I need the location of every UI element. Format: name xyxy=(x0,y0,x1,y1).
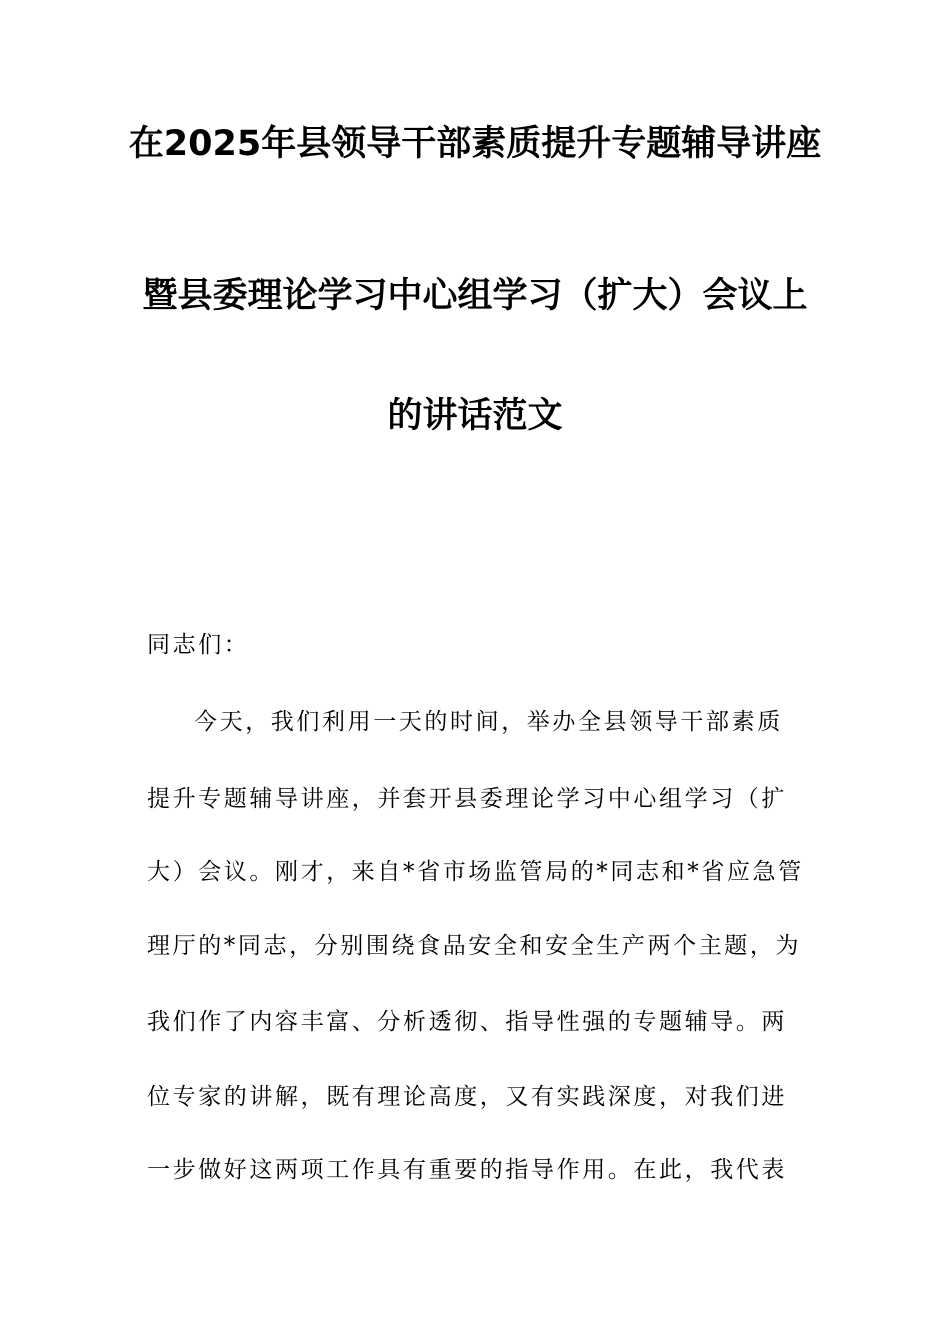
title-line-3: 的讲话范文 xyxy=(387,396,563,436)
body-line-1: 今天，我们利用一天的时间，举办全县领导干部素质 xyxy=(194,709,783,735)
body-line-4: 理厅的*同志，分别围绕食品安全和安全生产两个主题，为 xyxy=(147,933,802,959)
body-line-2: 提升专题辅导讲座，并套开县委理论学习中心组学习（扩 xyxy=(147,786,787,812)
body-line-7: 一步做好这两项工作具有重要的指导作用。在此，我代表 xyxy=(147,1157,787,1183)
title-line-1: 在2025年县领导干部素质提升专题辅导讲座 xyxy=(128,124,822,164)
salutation: 同志们： xyxy=(147,632,250,658)
body-line-6: 位专家的讲解，既有理论高度，又有实践深度，对我们进 xyxy=(147,1084,787,1110)
body-line-5: 我们作了内容丰富、分析透彻、指导性强的专题辅导。两 xyxy=(147,1009,787,1035)
body-line-3: 大）会议。刚才，来自*省市场监管局的*同志和*省应急管 xyxy=(147,859,804,885)
title-line-2: 暨县委理论学习中心组学习（扩大）会议上 xyxy=(142,276,808,316)
